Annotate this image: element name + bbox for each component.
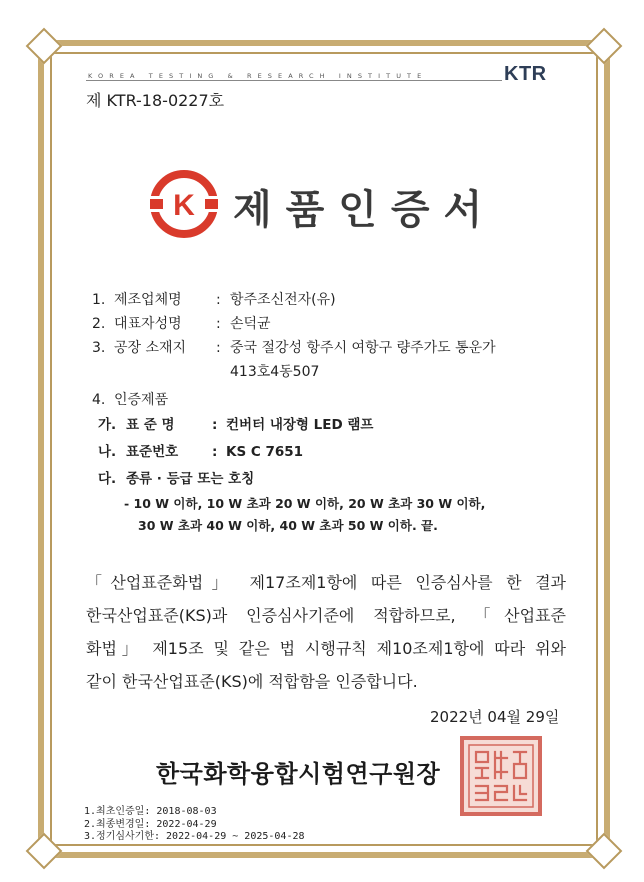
detail-address-continuation (92, 360, 592, 384)
grade-line: - 10 W 이하, 10 W 초과 20 W 이하, 20 W 초과 30 W 이하, (124, 496, 486, 511)
detail-colon: : (216, 340, 221, 356)
detail-number: 1. (92, 292, 106, 308)
ks-certification-mark-icon (148, 168, 220, 240)
detail-colon: : (216, 292, 221, 308)
header-rule (86, 80, 502, 81)
certificate-details (92, 288, 592, 537)
footer-periodic-review: 3.정기심사기한: 2022-04-29 ~ 2025-04-28 (84, 831, 305, 842)
ktr-logo: KTR (504, 63, 547, 85)
institute-name-line: KOREA TESTING & RESEARCH INSTITUTE (88, 72, 428, 80)
detail-row-manufacturer (92, 288, 592, 312)
product-number: 다. (98, 471, 117, 487)
footer-first-cert-date: 1.최초인증일: 2018-08-03 (84, 806, 217, 817)
detail-colon: : (216, 316, 221, 332)
statement-line: 같이 한국산업표준(KS)에 적합함을 인증합니다. (86, 672, 418, 691)
product-value: 컨버터 내장형 LED 램프 (226, 417, 374, 433)
product-row-standard-number (92, 439, 592, 466)
grade-list (92, 493, 592, 537)
product-number: 나. (98, 444, 117, 460)
detail-value-continued: 413호4동507 (230, 364, 320, 380)
detail-label: 인증제품 (114, 392, 169, 408)
statement-line: 한국산업표준(KS)과 인증심사기준에 적합하므로, 「산업표준 (86, 606, 566, 625)
product-row-grade (92, 466, 592, 493)
issue-date: 2022년 04월 29일 (430, 708, 560, 726)
detail-number: 3. (92, 340, 106, 356)
certificate-number: 제 KTR-18-0227호 (86, 91, 225, 110)
statement-line: 「산업표준화법」 제17조제1항에 따른 인증심사를 한 결과 (86, 573, 566, 592)
detail-row-certified-product (92, 388, 592, 412)
product-label: 종류 · 등급 또는 호칭 (126, 471, 255, 487)
product-value: KS C 7651 (226, 444, 304, 460)
product-details (92, 412, 592, 493)
footer-last-change-date: 2.최종변경일: 2022-04-29 (84, 818, 217, 830)
detail-value: 손덕균 (230, 316, 271, 332)
official-seal-stamp (458, 734, 544, 818)
detail-number: 4. (92, 392, 106, 408)
detail-number: 2. (92, 316, 106, 332)
statement-line: 화법」 제15조 및 같은 법 시행규칙 제10조제1항에 따라 위와 (86, 639, 566, 658)
detail-label: 공장 소재지 (114, 340, 187, 356)
product-label: 표준번호 (126, 444, 179, 460)
product-row-standard-name (92, 412, 592, 439)
certificate-footer (84, 806, 305, 844)
detail-row-factory-address (92, 336, 592, 360)
ks-mark-letter: K (173, 189, 195, 222)
certificate-title: 제품인증서 (233, 187, 497, 233)
detail-row-representative (92, 312, 592, 336)
issuing-authority: 한국화학융합시험연구원장 (156, 760, 441, 788)
product-number: 가. (98, 417, 117, 433)
product-label: 표 준 명 (126, 417, 175, 433)
detail-value: 중국 절강성 항주시 여항구 량주가도 통운가 (230, 340, 496, 356)
detail-value: 항주조신전자(유) (230, 292, 336, 308)
product-colon: : (212, 444, 218, 460)
detail-label: 제조업체명 (114, 292, 182, 308)
certification-statement (86, 566, 566, 698)
grade-line: 30 W 초과 40 W 이하, 40 W 초과 50 W 이하. 끝. (138, 518, 438, 533)
product-colon: : (212, 417, 218, 433)
detail-label: 대표자성명 (114, 316, 182, 332)
